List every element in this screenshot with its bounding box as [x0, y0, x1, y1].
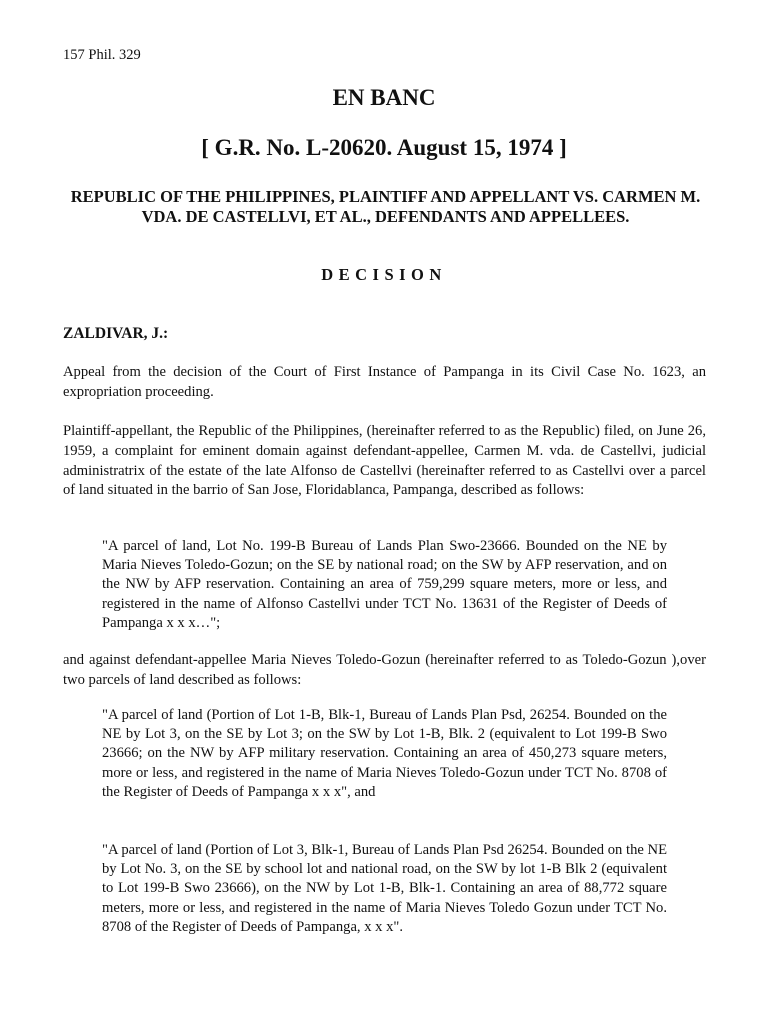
body-paragraph: Appeal from the decision of the Court of First Instance of Pampanga in its Civil Case No. 1623, an expropriation proceeding.	[63, 364, 706, 400]
block-quote: "A parcel of land (Portion of Lot 1-B, Blk-1, Bureau of Lands Plan Psd, 26254. Bounded on the NE by Lot 3, on the SE by Lot 3; on the SW by Lot 1-B, Blk. 2 (equivalent to Lot 199-B Swo 23666; on the NW by AFP military reservation. Containing an area of 450,273 square meters, more or less, and registered in the name of Maria Nieves Toledo-Gozun under TCT No. 8708 of the Register of Deeds of Pampanga x x x", and	[102, 707, 667, 800]
body-paragraph: Plaintiff-appellant, the Republic of the Philippines, (hereinafter referred to as the Republic) filed, on June 26, 1959, a complaint for eminent domain against defendant-appellee, Carmen M. vda. de Castellvi, judicial administratrix of the estate of the late Alfonso de Castellvi (hereinafter referred to as Castellvi over a parcel of land situated in the barrio of San Jose, Floridablanca, Pampanga, described as follows:	[63, 423, 706, 499]
block-quote: "A parcel of land, Lot No. 199-B Bureau of Lands Plan Swo-23666. Bounded on the NE by Maria Nieves Toledo-Gozun; on the SE by national road; on the SW by AFP reservation, and on the NW by AFP reservation. Containing an area of 759,299 square meters, more or less, and registered in the name of Alfonso Castellvi under TCT No. 13631 of the Register of Deeds of Pampanga x x x…";	[102, 538, 667, 631]
court-division: EN BANC	[332, 85, 436, 110]
body-paragraph: and against defendant-appellee Maria Nieves Toledo-Gozun (hereinafter referred to as Toledo-Gozun ),over two parcels of land described as follows:	[63, 652, 706, 688]
decision-heading: DECISION	[321, 265, 447, 284]
case-citation: 157 Phil. 329	[63, 47, 141, 63]
ponente: ZALDIVAR, J.:	[63, 325, 169, 342]
case-parties: REPUBLIC OF THE PHILIPPINES, PLAINTIFF AND APPELLANT VS. CARMEN M. VDA. DE CASTELLVI, ET AL., DEFENDANTS AND APPELLEES.	[70, 187, 701, 226]
block-quote: "A parcel of land (Portion of Lot 3, Blk-1, Bureau of Lands Plan Psd 26254. Bounded on the NE by Lot No. 3, on the SE by school lot and national road, on the SW by lot 1-B Blk 2 (equivalent to Lot 199-B Swo 23666), on the NW by Lot 1-B, Blk-1. Containing an area of 88,772 square meters, more or less, and registered in the name of Maria Nieves Toledo Gozun under TCT No. 8708 of the Register of Deeds of Pampanga, x x x".	[102, 842, 667, 935]
docket-number: [ G.R. No. L-20620. August 15, 1974 ]	[201, 135, 567, 160]
